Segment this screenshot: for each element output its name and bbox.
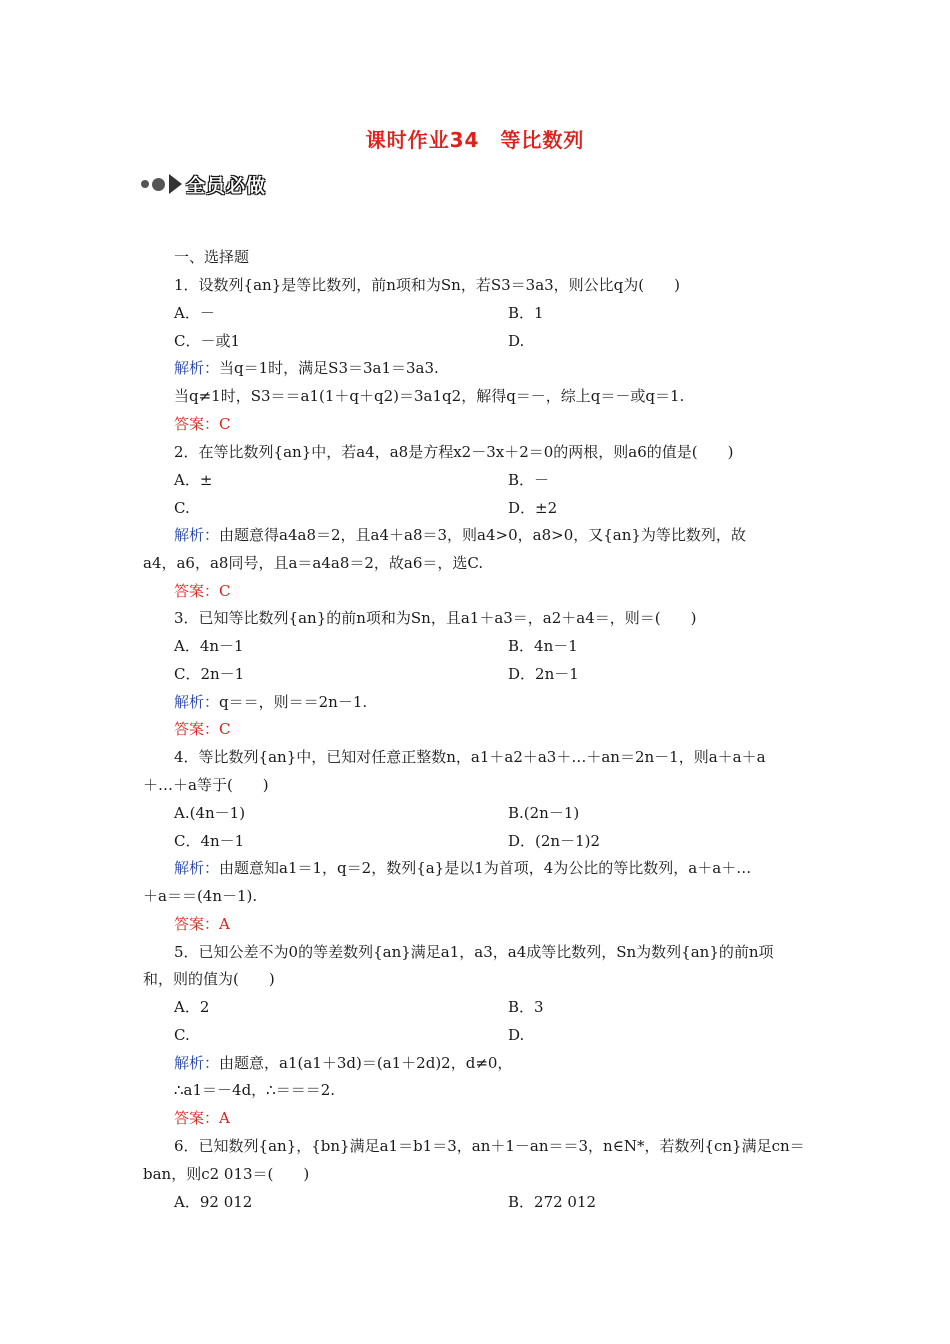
- solution-label: 解析：: [174, 1054, 220, 1072]
- option-2b: B．－: [508, 471, 550, 489]
- option-1a: A．－: [174, 304, 215, 322]
- option-6b: B．272 012: [508, 1193, 597, 1211]
- option-5c: C.: [174, 1026, 190, 1044]
- option-3c: C．2n－1: [174, 665, 245, 683]
- answer-4: 答案：A: [174, 915, 230, 933]
- solution-label: 解析：: [174, 359, 220, 377]
- solution-text: 由题意知a1＝1，q＝2，数列{a}是以1为首项，4为公比的等比数列，a＋a＋…: [219, 859, 752, 877]
- option-5b: B．3: [508, 998, 544, 1016]
- solution-4-line2: ＋a＝＝(4n－1).: [143, 887, 258, 905]
- solution-label: 解析：: [174, 859, 220, 877]
- solution-4: [174, 858, 751, 878]
- solution-label: 解析：: [174, 526, 220, 544]
- option-4b: B.(2n－1): [508, 804, 580, 822]
- option-4d: D．(2n－1)2: [508, 832, 601, 850]
- page-title: 课时作业34 等比数列: [365, 128, 585, 152]
- solution-text: 由题意，a1(a1＋3d)＝(a1＋2d)2，d≠0，: [219, 1054, 513, 1072]
- question-6: 6．已知数列{an}，{bn}满足a1＝b1＝3，an＋1－an＝＝3，n∈N*，若数列{cn}满足cn＝: [174, 1137, 805, 1155]
- solution-2: [174, 525, 746, 545]
- answer-3: 答案：C: [174, 720, 231, 738]
- section-heading: 一、选择题: [174, 248, 250, 266]
- solution-3: [174, 692, 367, 712]
- answer-2: 答案：C: [174, 582, 231, 600]
- option-3d: D．2n－1: [508, 665, 579, 683]
- option-2c: C.: [174, 499, 190, 517]
- option-1d: D.: [508, 332, 525, 350]
- solution-label: 解析：: [174, 693, 220, 711]
- answer-5: 答案：A: [174, 1109, 230, 1127]
- solution-2-line2: a4，a6，a8同号，且a＝a4a8＝2，故a6＝，选C.: [143, 554, 484, 572]
- option-4a: A.(4n－1): [174, 804, 246, 822]
- question-5: 5．已知公差不为0的等差数列{an}满足a1，a3，a4成等比数列，Sn为数列{an}的前n项: [174, 943, 774, 961]
- option-4c: C．4n－1: [174, 832, 245, 850]
- question-2: 2．在等比数列{an}中，若a4，a8是方程x2－3x＋2＝0的两根，则a6的值是( ): [174, 443, 734, 461]
- option-5a: A．2: [174, 998, 210, 1016]
- option-6a: A．92 012: [174, 1193, 253, 1211]
- solution-text: q＝＝，则＝＝2n－1.: [219, 693, 368, 711]
- option-3a: A．4n－1: [174, 637, 244, 655]
- option-1b: B．1: [508, 304, 544, 322]
- solution-5-line2: ∴a1＝－4d，∴＝＝＝2.: [174, 1081, 336, 1099]
- option-3b: B．4n－1: [508, 637, 578, 655]
- option-2a: A．±: [174, 471, 213, 489]
- section-banner: [141, 171, 266, 197]
- solution-text: 由题意得a4a8＝2，且a4＋a8＝3，则a4>0，a8>0，又{an}为等比数列，故: [219, 526, 746, 544]
- option-1c: C．－或1: [174, 332, 241, 350]
- arrow-icon: [169, 174, 182, 194]
- option-5d: D.: [508, 1026, 525, 1044]
- solution-text: 当q＝1时，满足S3＝3a1＝3a3.: [219, 359, 439, 377]
- solution-5: [174, 1053, 512, 1073]
- bullet-arrow-icon: [141, 180, 149, 188]
- solution-1-line2: 当q≠1时，S3＝＝a1(1＋q＋q2)＝3a1q2，解得q＝－，综上q＝－或q＝1.: [174, 387, 685, 405]
- question-4-line2: ＋…＋a等于( ): [143, 776, 269, 794]
- question-5-line2: 和，则的值为( ): [143, 970, 275, 988]
- bullet-dot-icon: [152, 178, 165, 191]
- question-6-line2: ban，则c2 013＝( ): [143, 1165, 310, 1183]
- question-1: 1．设数列{an}是等比数列，前n项和为Sn，若S3＝3a3，则公比q为( ): [174, 276, 680, 294]
- question-4: 4．等比数列{an}中，已知对任意正整数n，a1＋a2＋a3＋…＋an＝2n－1，则a＋a＋a: [174, 748, 766, 766]
- option-2d: D．±2: [508, 499, 558, 517]
- question-3: 3．已知等比数列{an}的前n项和为Sn，且a1＋a3＝，a2＋a4＝，则＝( ): [174, 609, 697, 627]
- answer-1: 答案：C: [174, 415, 231, 433]
- solution-1: [174, 358, 439, 378]
- banner-text: 全员必做: [186, 174, 267, 197]
